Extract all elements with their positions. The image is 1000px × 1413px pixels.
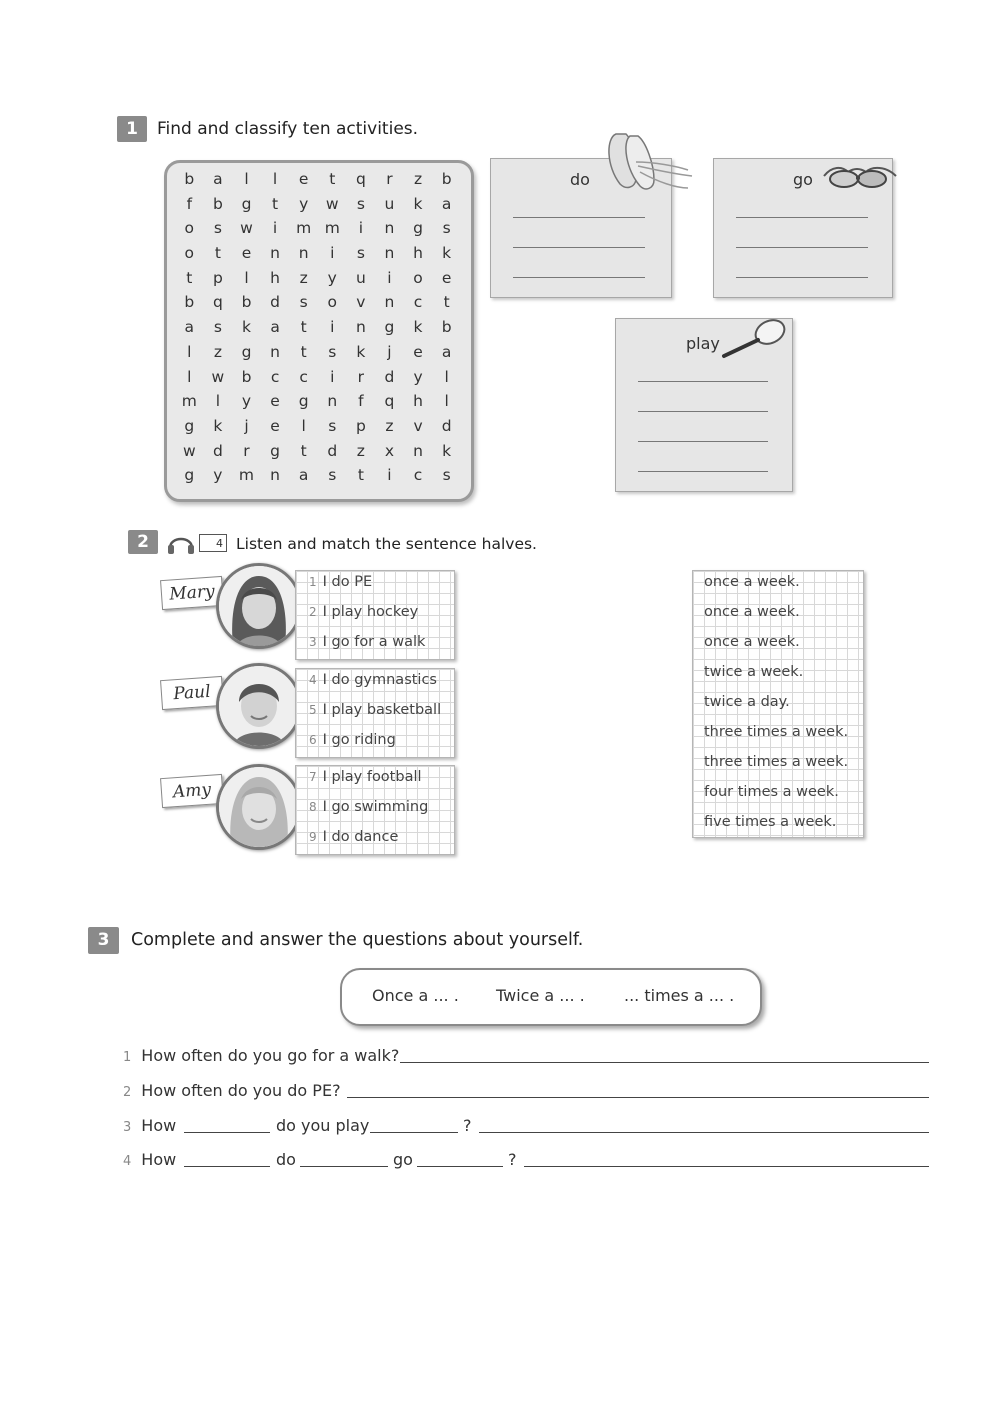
sentence-number: 6 [309,733,317,747]
sentence-2[interactable] [309,604,418,620]
ballet-shoes-icon [596,126,696,196]
word-search-letter[interactable]: w [211,367,225,386]
answer-line[interactable] [638,471,768,472]
word-search-letter[interactable]: i [387,466,392,485]
word-search-letter[interactable]: a [298,466,309,485]
word-search-letter[interactable]: g [241,342,252,361]
word-search-letter[interactable]: z [413,170,423,188]
answer-line[interactable] [513,217,645,218]
sentence-3[interactable] [309,634,425,650]
word-search-letter[interactable]: v [356,293,366,312]
word-search-letter[interactable]: g [413,219,423,238]
sentence-number: 7 [309,770,317,784]
word-search-letter[interactable]: d [212,441,223,460]
sentence-text: I play basketball [322,702,442,718]
word-search-letter[interactable]: y [241,392,252,411]
sentence-8[interactable] [309,799,428,815]
sentence-6[interactable] [309,732,396,748]
word-search-letter[interactable]: d [441,416,452,435]
word-search-letter[interactable]: z [356,441,365,460]
word-search-letter[interactable]: b [441,318,452,337]
word-search-letter[interactable]: i [272,219,278,238]
blank-line[interactable] [300,1166,388,1167]
word-search-letter[interactable]: a [270,318,280,337]
word-search-letter[interactable]: s [213,219,222,238]
word-search-letter[interactable]: t [186,268,193,287]
word-search-letter[interactable]: n [270,342,280,361]
frequency-item[interactable]: twice a week. [704,664,804,680]
word-search-letter[interactable]: t [357,466,364,485]
word-search-letter[interactable]: t [443,293,450,312]
word-search-letter[interactable]: t [329,170,336,188]
question-number: 2 [123,1085,132,1100]
word-search-letter[interactable]: s [356,244,365,263]
word-search-letter[interactable]: i [330,318,335,337]
play-label: play [686,334,720,353]
name-tag-paul: Paul [160,676,224,710]
word-search-letter[interactable]: n [298,244,309,263]
word-search-letter[interactable]: l [444,392,449,411]
word-search-letter[interactable]: c [299,367,308,386]
word-search-letter[interactable]: s [328,466,337,485]
question-number: 3 [123,1120,132,1135]
blank-line[interactable] [184,1132,270,1133]
go-label: go [793,170,813,189]
word-search-letter[interactable]: r [386,170,393,188]
sentence-text: I do PE [322,574,373,590]
word-search-letter[interactable]: b [184,293,195,312]
word-search-letter[interactable]: o [184,244,195,263]
word-search-letter[interactable]: l [187,342,192,361]
question-number: 4 [123,1154,132,1169]
sentence-text: I go for a walk [322,634,426,650]
word-search-letter[interactable]: e [270,392,280,411]
sentence-9[interactable] [309,829,398,845]
word-search-letter[interactable]: k [356,342,366,361]
headphones-icon [166,530,196,554]
word-search-letter[interactable]: l [272,170,278,188]
word-search-letter[interactable]: j [387,342,392,361]
word-search-letter[interactable]: o [327,293,337,312]
exercise-3-number: 3 [88,927,119,954]
word-search-letter[interactable]: m [181,392,197,411]
exercise-1-title: Find and classify ten activities. [157,119,419,139]
word-search-letter[interactable]: c [413,466,423,485]
word-search-letter[interactable]: k [442,441,452,460]
word-search-letter[interactable]: g [241,194,252,213]
word-search-letter[interactable]: k [213,416,223,435]
word-search-letter[interactable]: h [270,268,280,287]
sentence-text: I play football [322,769,422,785]
answer-line[interactable] [400,1062,929,1063]
word-search-letter[interactable]: a [441,342,452,361]
word-search-letter[interactable]: e [241,244,252,263]
word-search-letter[interactable]: r [243,441,250,460]
word-search-letter[interactable]: s [299,293,308,312]
word-search-letter[interactable]: b [241,367,252,386]
word-search-letter[interactable]: g [384,318,395,337]
word-search-letter[interactable]: e [270,416,280,435]
sentence-5[interactable] [309,702,441,718]
name-tag-amy: Amy [160,774,224,808]
word-search-letter[interactable]: n [270,244,280,263]
blank-line[interactable] [417,1166,503,1167]
answer-line[interactable] [524,1166,929,1167]
word-search-letter[interactable]: p [355,416,366,435]
word-search-letter[interactable]: i [387,268,392,287]
frequency-item[interactable]: once a week. [704,574,800,590]
word-search-letter[interactable]: u [384,194,395,213]
word-search-letter[interactable]: d [327,441,338,460]
word-search-letter[interactable]: w [182,441,196,460]
answer-line[interactable] [513,247,645,248]
word-search-letter[interactable]: u [355,268,366,287]
question-word: How [141,1150,177,1169]
hint-once: Once a ... . [372,986,459,1005]
avatar-mary [216,563,302,649]
word-search-letter[interactable]: e [298,170,309,188]
word-search-letter[interactable]: e [413,342,423,361]
sentence-number: 4 [309,673,317,687]
word-search-box [164,160,474,502]
frequency-item[interactable]: four times a week. [704,784,839,800]
word-search-letter[interactable]: q [355,170,366,188]
word-search-letter[interactable]: n [355,318,366,337]
frequency-item[interactable]: three times a week. [704,724,849,740]
answer-line[interactable] [736,277,868,278]
word-search-letter[interactable]: n [384,293,395,312]
frequency-item[interactable]: twice a day. [704,694,790,710]
word-search-letter[interactable]: k [413,194,423,213]
question-word: How [141,1116,177,1135]
sentence-text: I do gymnastics [322,672,437,688]
swimming-goggles-icon [822,162,898,192]
avatar-paul [216,663,302,749]
word-search-letter[interactable]: p [212,268,223,287]
word-search-letter[interactable]: h [413,392,423,411]
sentence-number: 1 [309,575,317,589]
word-search-letter[interactable]: t [300,441,307,460]
frequency-item[interactable]: once a week. [704,634,800,650]
word-search-letter[interactable]: h [413,244,423,263]
word-search-letter[interactable]: q [212,293,223,312]
question-text: How often do you go for a walk? [141,1046,400,1065]
sentence-text: I go swimming [322,799,429,815]
sentence-number: 9 [309,830,317,844]
blank-line[interactable] [184,1166,270,1167]
word-search-letter[interactable]: k [413,318,423,337]
word-search-letter[interactable]: m [296,219,312,238]
frequency-item[interactable]: once a week. [704,604,800,620]
word-search-letter[interactable]: g [298,392,309,411]
word-search-letter[interactable]: n [327,392,338,411]
question-text: How often do you do PE? [141,1081,341,1100]
word-search-letter[interactable]: l [215,392,221,411]
sentence-text: I do dance [322,829,399,845]
sentence-number: 2 [309,605,317,619]
question-mark: ? [463,1116,472,1135]
word-search-letter[interactable]: l [244,170,249,188]
word-search-grid [175,167,461,488]
word-search-letter[interactable]: g [270,441,280,460]
question-1 [123,1046,399,1065]
word-search-letter[interactable]: s [442,466,451,485]
answer-line[interactable] [736,217,868,218]
word-search-letter[interactable]: i [330,367,335,386]
hint-box [340,968,762,1026]
word-search-letter[interactable]: t [300,342,307,361]
word-search-letter[interactable]: z [385,416,394,435]
word-search-letter[interactable]: y [327,268,337,287]
word-search-letter[interactable]: z [213,342,222,361]
name-tag-mary: Mary [160,576,224,610]
avatar-amy [216,764,302,850]
word-search-letter[interactable]: c [270,367,280,386]
word-search-letter[interactable]: i [358,219,364,238]
word-search-letter[interactable]: o [413,268,423,287]
do-label: do [570,170,590,189]
exercise-3-title: Complete and answer the questions about yourself. [131,930,584,950]
word-search-letter[interactable]: a [213,170,223,188]
question-4-do: do [276,1150,296,1169]
sentence-number: 3 [309,635,317,649]
answer-line[interactable] [347,1097,929,1098]
question-number: 1 [123,1050,132,1065]
word-search-letter[interactable]: g [184,466,195,485]
word-search-letter[interactable]: y [299,194,309,213]
exercise-2-number: 2 [128,530,158,554]
answer-line[interactable] [736,247,868,248]
word-search-letter[interactable]: c [413,293,423,312]
word-search-letter[interactable]: s [328,416,337,435]
word-search-letter[interactable]: s [442,219,451,238]
answer-line[interactable] [638,381,768,382]
sentence-text: I go riding [322,732,396,748]
word-search-letter[interactable]: l [244,268,249,287]
hint-times: ... times a ... . [624,986,735,1005]
sentence-1[interactable] [309,574,372,590]
hint-twice: Twice a ... . [496,986,585,1005]
question-4-number [123,1150,176,1169]
word-search-letter[interactable]: t [214,244,221,263]
word-search-letter[interactable]: l [301,416,306,435]
word-search-letter[interactable]: a [441,194,452,213]
word-search-letter[interactable]: z [299,268,308,287]
word-search-letter[interactable]: m [324,219,340,238]
girl-portrait-icon [219,767,299,847]
sentence-number: 5 [309,703,317,717]
word-search-letter[interactable]: y [413,367,423,386]
word-search-letter[interactable]: w [240,219,253,238]
word-search-letter[interactable]: k [241,318,251,337]
answer-line[interactable] [638,411,768,412]
exercise-1-number: 1 [117,116,147,142]
tennis-racket-icon [720,318,790,360]
word-search-letter[interactable]: v [413,416,423,435]
word-search-letter[interactable]: a [184,318,195,337]
word-search-letter[interactable]: t [272,194,279,213]
word-search-letter[interactable]: g [184,416,195,435]
word-search-letter[interactable]: b [241,293,252,312]
word-search-letter[interactable]: b [184,170,195,188]
exercise-2-title: Listen and match the sentence halves. [236,535,537,553]
word-search-letter[interactable]: l [187,367,192,386]
word-search-letter[interactable]: d [270,293,280,312]
word-search-letter[interactable]: m [238,466,255,485]
word-search-letter[interactable]: s [213,318,222,337]
word-search-letter[interactable]: w [325,194,339,213]
word-search-letter[interactable]: f [186,194,193,213]
word-search-letter[interactable]: x [384,441,395,460]
answer-line[interactable] [638,441,768,442]
frequency-item[interactable]: five times a week. [704,814,837,830]
word-search-letter[interactable]: e [441,268,452,287]
question-3-middle: do you play [276,1116,370,1135]
question-2 [123,1081,341,1100]
answer-line[interactable] [513,277,645,278]
word-search-letter[interactable]: n [384,244,395,263]
question-3-number [123,1116,176,1135]
question-4-go: go [393,1150,413,1169]
word-search-letter[interactable]: k [442,244,452,263]
girl-portrait-icon [219,566,299,646]
word-search-letter[interactable]: t [300,318,307,337]
sentence-text: I play hockey [322,604,419,620]
word-search-letter[interactable]: l [444,367,449,386]
word-search-letter[interactable]: n [384,219,395,238]
question-mark: ? [508,1150,517,1169]
word-search-letter[interactable]: o [184,219,195,238]
word-search-letter[interactable]: s [356,194,365,213]
sentence-number: 8 [309,800,317,814]
sentence-4[interactable] [309,672,437,688]
word-search-letter[interactable]: n [270,466,280,485]
word-search-letter[interactable]: i [330,244,335,263]
blank-line[interactable] [370,1132,458,1133]
boy-portrait-icon [219,666,299,746]
word-search-letter[interactable]: y [213,466,223,485]
word-search-letter[interactable]: r [357,367,365,386]
word-search-letter[interactable]: d [384,367,395,386]
answer-line[interactable] [479,1132,929,1133]
frequency-item[interactable]: three times a week. [704,754,849,770]
word-search-letter[interactable]: b [212,194,223,213]
word-search-letter[interactable]: n [413,441,423,460]
word-search-letter[interactable]: j [244,416,249,435]
word-search-letter[interactable]: q [384,392,395,411]
sentence-7[interactable] [309,769,422,785]
audio-track-number: 4 [199,534,227,552]
word-search-letter[interactable]: s [328,342,337,361]
word-search-letter[interactable]: b [441,170,452,188]
word-search-letter[interactable]: f [358,392,364,411]
